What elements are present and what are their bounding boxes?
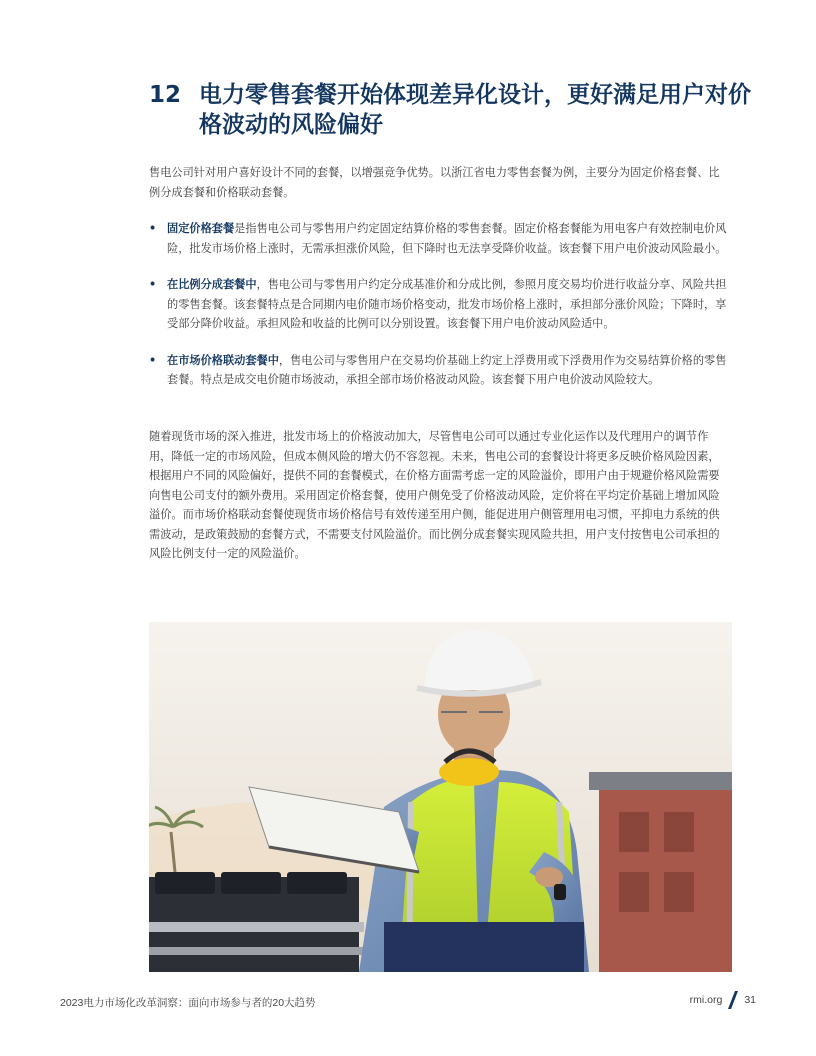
list-item	[149, 351, 729, 390]
report-title-footer: 2023电力市场化改革洞察：面向市场参与者的20大趋势	[60, 997, 316, 1009]
list-item	[149, 219, 729, 258]
page-number: 31	[744, 994, 756, 1006]
bullet-text: 是指售电公司与零售用户约定固定结算价格的零售套餐。固定价格套餐能为用电客户有效控制电价风险，批发市场价格上涨时，无需承担涨价风险，但下降时也无法享受降价收益。该套餐下用户电价波动风险最小。	[167, 222, 727, 255]
bullet-key: 在市场价格联动套餐中	[167, 353, 279, 367]
rmi-slash-icon	[728, 991, 738, 1009]
section-title: 电力零售套餐开始体现差异化设计，更好满足用户对价格波动的风险偏好	[199, 82, 751, 138]
bullet-key: 固定价格套餐	[167, 222, 235, 235]
list-item	[149, 275, 729, 334]
worker-photo-illustration	[149, 622, 732, 972]
page-footer	[690, 991, 756, 1009]
section-number: 12	[149, 82, 182, 108]
bullet-text: ，售电公司与零售用户在交易均价基础上约定上浮费用或下浮费用作为交易结算价格的零售套餐。特点是成交电价随市场波动，承担全部市场价格波动风险。该套餐下用户电价波动风险较大。	[167, 353, 727, 386]
site-link[interactable]: rmi.org	[689, 994, 723, 1006]
intro-paragraph: 售电公司针对用户喜好设计不同的套餐，以增强竞争优势。以浙江省电力零售套餐为例，主要分为固定价格套餐、比例分成套餐和价格联动套餐。	[149, 166, 720, 199]
analysis-paragraph: 随着现货市场的深入推进，批发市场上的价格波动加大，尽管售电公司可以通过专业化运作以及代理用户的调节作用，降低一定的市场风险，但成本侧风险的增大仍不容忽视。未来，售电公司的套餐设计将更多反映价格风险因素，根据用户不同的风险偏好，提供不同的套餐模式，在价格方面需考虑一定的风险溢价，即用户由于规避价格风险需要向售电公司支付的额外费用。采用固定价格套餐，使用户侧免受了价格波动风险，定价将在平均定价基础上增加风险溢价。而市场价格联动套餐使现货市场价格信号有效传递至用户侧，能促进用户侧管理用电习惯，平抑电力系统的供需波动，是政策鼓励的套餐方式，不需要支付风险溢价。而比例分成套餐实现风险共担，用户支付按售电公司承担的风险比例支付一定的风险溢价。	[149, 430, 720, 560]
bullet-text: ，售电公司与零售用户约定分成基准价和分成比例，参照月度交易均价进行收益分享、风险共担的零售套餐。该套餐特点是合同期内电价随市场价格变动，批发市场价格上涨时，承担部分涨价风险；下降时，享受部分降价收益。承担风险和收益的比例可以分别设置。该套餐下用户电价波动风险适中。	[167, 278, 727, 330]
package-list	[149, 219, 729, 390]
bullet-key: 在比例分成套餐中	[167, 278, 257, 291]
worker-photo	[149, 622, 732, 972]
